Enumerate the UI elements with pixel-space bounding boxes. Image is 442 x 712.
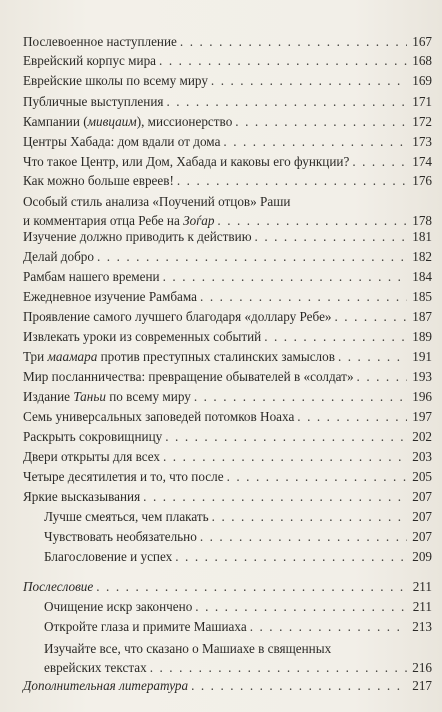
toc-entry[interactable] — [23, 228, 432, 247]
toc-entry[interactable] — [23, 153, 432, 172]
leader-dots — [163, 268, 407, 287]
toc-page-number: 197 — [412, 409, 432, 424]
toc-entry-title: Еврейский корпус мира — [23, 53, 157, 68]
toc-page-number: 207 — [412, 509, 432, 524]
toc-page-number: 203 — [412, 449, 432, 464]
leader-dots — [200, 288, 407, 307]
toc-entry[interactable] — [23, 328, 432, 347]
toc-page-number: 207 — [412, 529, 432, 544]
leader-dots — [96, 578, 407, 597]
toc-entry[interactable] — [23, 488, 432, 507]
leader-dots — [357, 368, 407, 387]
toc-entry-title: Откройте глаза и примите Машиаха — [44, 619, 247, 634]
leader-dots — [143, 488, 407, 507]
toc-subentry[interactable] — [44, 640, 432, 677]
toc-entry-title: Ежедневное изучение Рамбама — [23, 289, 198, 304]
toc-page-number: 196 — [412, 389, 432, 404]
toc-entry-further-reading[interactable] — [23, 677, 432, 696]
leader-dots — [338, 348, 407, 367]
toc-entry-title: Что такое Центр, или Дом, Хабада и каковы его функции? — [23, 154, 350, 169]
leader-dots — [180, 33, 407, 52]
toc-entry-title: Семь универсальных заповедей потомков Ноаха — [23, 409, 295, 424]
toc-entry-title: Издание Таньи по всему миру — [23, 389, 191, 404]
toc-page-number: 173 — [412, 134, 432, 149]
leader-dots — [194, 388, 407, 407]
toc-entry-title: Мир посланничества: превращение обывателей в «солдат» — [23, 369, 354, 384]
toc-entry-title: Дополнительная литература — [23, 678, 189, 693]
toc-entry[interactable] — [23, 72, 432, 91]
toc-entry[interactable] — [23, 408, 432, 427]
toc-page-number: 168 — [412, 53, 432, 68]
toc-entry[interactable] — [23, 388, 432, 407]
leader-dots — [166, 93, 407, 112]
toc-page-number: 189 — [412, 329, 432, 344]
leader-dots — [175, 548, 407, 567]
toc-subentry[interactable] — [44, 618, 432, 637]
leader-dots — [200, 528, 407, 547]
leader-dots — [165, 428, 407, 447]
leader-dots — [352, 153, 407, 172]
toc-page-number: 171 — [412, 94, 432, 109]
leader-dots — [177, 172, 407, 191]
toc-page-number: 211 — [412, 579, 432, 594]
toc-page-number: 174 — [412, 154, 432, 169]
toc-entry-title-line1: Изучайте все, что сказано о Машиахе в священных — [44, 641, 332, 656]
toc-entry-title: Рамбам нашего времени — [23, 269, 160, 284]
toc-entry[interactable] — [23, 33, 432, 52]
leader-dots — [235, 113, 407, 132]
leader-dots — [335, 308, 407, 327]
toc-entry[interactable] — [23, 348, 432, 367]
leader-dots — [250, 618, 407, 637]
toc-entry-title: Кампании (мивцаим), миссионерство — [23, 114, 233, 129]
toc-entry-title: Чувствовать необязательно — [44, 529, 197, 544]
toc-entry[interactable] — [23, 308, 432, 327]
leader-dots — [223, 133, 407, 152]
toc-entry-title: Еврейские школы по всему миру — [23, 73, 208, 88]
toc-page-number: 176 — [412, 173, 432, 188]
toc-page-number: 169 — [412, 73, 432, 88]
toc-entry[interactable] — [23, 268, 432, 287]
toc-entry-title: Как можно больше евреев! — [23, 173, 174, 188]
toc-entry[interactable] — [23, 248, 432, 267]
toc-entry-title: Благословение и успех — [44, 549, 173, 564]
toc-page-number: 207 — [412, 489, 432, 504]
toc-page-number: 185 — [412, 289, 432, 304]
toc-entry-title: Центры Хабада: дом вдали от дома — [23, 134, 221, 149]
toc-page-number: 211 — [412, 599, 432, 614]
toc-entry-title: Три маамара против преступных сталинских замыслов — [23, 349, 335, 364]
toc-page-number: 181 — [412, 229, 432, 244]
leader-dots — [255, 228, 407, 247]
toc-entry[interactable] — [23, 113, 432, 132]
toc-entry-title: Двери открыты для всех — [23, 449, 161, 464]
toc-entry-title: Извлекать уроки из современных событий — [23, 329, 262, 344]
leader-dots — [297, 408, 407, 427]
toc-page-number: 178 — [412, 212, 432, 228]
leader-dots — [212, 508, 407, 527]
toc-page-number: 191 — [412, 349, 432, 364]
toc-entry[interactable] — [23, 288, 432, 307]
leader-dots — [163, 448, 407, 467]
leader-dots — [97, 248, 407, 267]
toc-entry[interactable] — [23, 133, 432, 152]
toc-entry-title: Публичные выступления — [23, 94, 164, 109]
toc-page-number: 217 — [412, 678, 432, 693]
toc-page-number: 213 — [412, 619, 432, 634]
toc-entry-title: и комментария отца Ребе на Зоѓар — [23, 212, 215, 228]
leader-dots — [159, 52, 407, 71]
toc-page-number: 205 — [412, 469, 432, 484]
toc-page-number: 193 — [412, 369, 432, 384]
toc-subentry[interactable] — [44, 548, 432, 567]
toc-page-number: 216 — [412, 659, 432, 675]
leader-dots — [150, 659, 407, 678]
leader-dots — [191, 677, 407, 696]
leader-dots — [211, 72, 407, 91]
toc-subentry[interactable] — [44, 508, 432, 527]
toc-entry-afterword[interactable] — [23, 578, 432, 597]
leader-dots — [195, 598, 407, 617]
toc-entry-title: Послесловие — [23, 579, 94, 594]
toc-page-number: 172 — [412, 114, 432, 129]
toc-entry-title: Четыре десятилетия и то, что после — [23, 469, 224, 484]
toc-entry[interactable] — [23, 172, 432, 191]
toc-entry-title: Яркие высказывания — [23, 489, 141, 504]
toc-entry[interactable] — [23, 93, 432, 112]
toc-entry-title: Лучше смеяться, чем плакать — [44, 509, 209, 524]
toc-entry[interactable] — [23, 468, 432, 487]
toc-entry-title: Раскрыть сокровищницу — [23, 429, 163, 444]
toc-entry-title: Изучение должно приводить к действию — [23, 229, 252, 244]
toc-entry[interactable] — [23, 448, 432, 467]
toc-page-number: 209 — [412, 549, 432, 564]
toc-subentry[interactable] — [44, 598, 432, 617]
toc-page-number: 182 — [412, 249, 432, 264]
toc-page-number: 184 — [412, 269, 432, 284]
toc-page-number: 187 — [412, 309, 432, 324]
toc-entry-title: Проявление самого лучшего благодаря «доллару Ребе» — [23, 309, 332, 324]
toc-entry[interactable] — [23, 368, 432, 387]
toc-entry-title: еврейских текстах — [44, 659, 147, 675]
toc-entry-title-line1: Особый стиль анализа «Поучений отцов» Раши — [23, 194, 291, 209]
toc-entry[interactable] — [23, 193, 432, 230]
leader-dots — [264, 328, 407, 347]
toc-entry-title: Очищение искр закончено — [44, 599, 193, 614]
toc-page-number: 167 — [412, 34, 432, 49]
toc-page-number: 202 — [412, 429, 432, 444]
toc-subentry[interactable] — [44, 528, 432, 547]
toc-entry[interactable] — [23, 52, 432, 71]
leader-dots — [227, 468, 407, 487]
toc-entry-title: Послевоенное наступление — [23, 34, 177, 49]
toc-entry[interactable] — [23, 428, 432, 447]
toc-entry-title: Делай добро — [23, 249, 94, 264]
